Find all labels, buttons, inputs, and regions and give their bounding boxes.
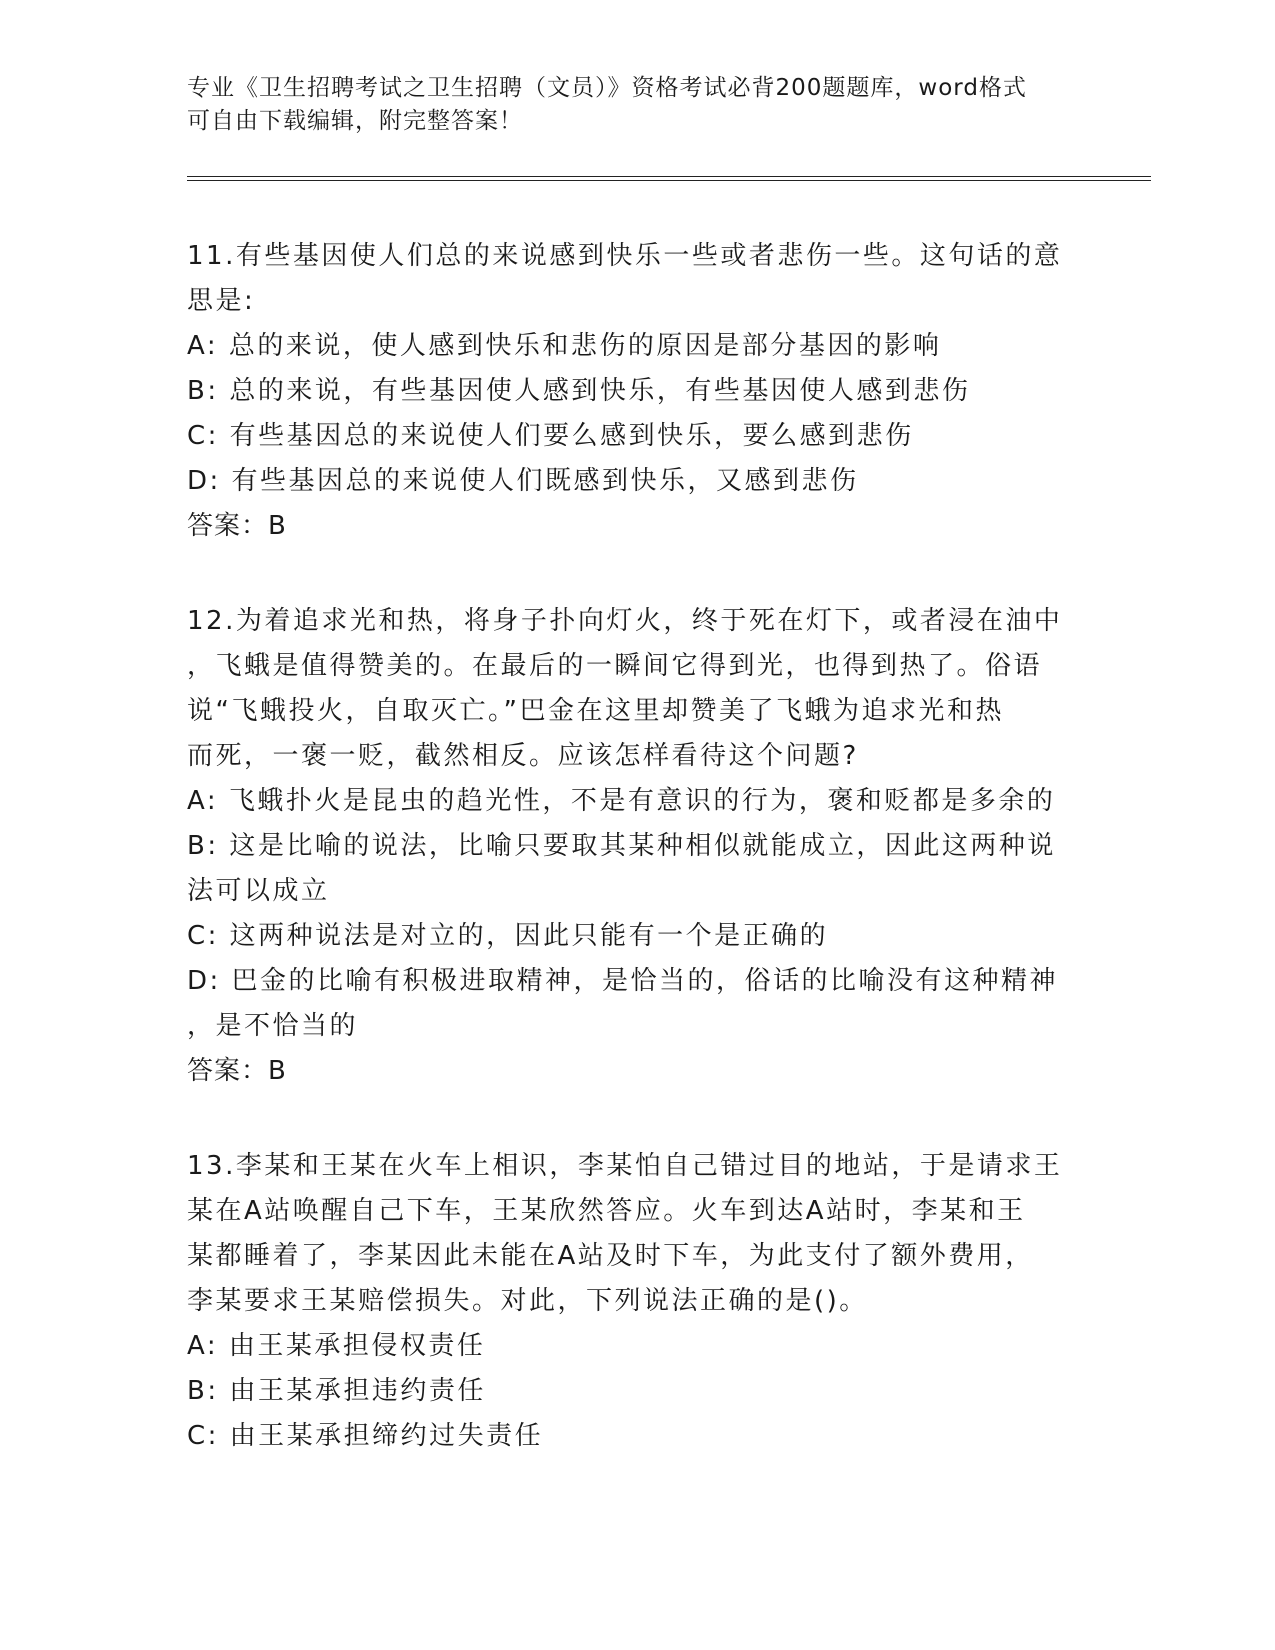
option-text-line: D: 巴金的比喻有积极进取精神，是恰当的，俗话的比喻没有这种精神 (187, 966, 1059, 996)
question-block (187, 234, 1067, 549)
header-divider (187, 176, 1151, 181)
option-text-line: A: 飞蛾扑火是昆虫的趋光性，不是有意识的行为，褒和贬都是多余的 (187, 786, 1056, 816)
question-stem-line: 思是: (187, 286, 256, 316)
option-text-line: B: 这是比喻的说法，比喻只要取其某种相似就能成立，因此这两种说 (187, 831, 1056, 861)
answer-option (187, 959, 1067, 1049)
answer-option (187, 369, 1067, 414)
question-stem-line: ，飞蛾是值得赞美的。在最后的一瞬间它得到光，也得到热了。俗语 (187, 651, 1043, 681)
answer-option (187, 779, 1067, 824)
question-block (187, 1144, 1067, 1459)
answer-option (187, 324, 1067, 369)
question-stem-line: 某在A站唤醒自己下车，王某欣然答应。火车到达A站时，李某和王 (187, 1196, 1026, 1226)
option-text-line: 法可以成立 (187, 876, 330, 906)
answer-option (187, 1324, 1067, 1369)
question-stem-line: 说“飞蛾投火，自取灭亡。”巴金在这里却赞美了飞蛾为追求光和热 (187, 696, 1004, 726)
option-text-line: A: 总的来说，使人感到快乐和悲伤的原因是部分基因的影响 (187, 331, 942, 361)
question-list (187, 234, 1067, 1509)
question-stem-line: 而死，一褒一贬，截然相反。应该怎样看待这个问题? (187, 741, 859, 771)
document-header (187, 72, 1067, 138)
question-stem-line: 李某要求王某赔偿损失。对此，下列说法正确的是()。 (187, 1286, 868, 1316)
option-text-line: D: 有些基因总的来说使人们既感到快乐，又感到悲伤 (187, 466, 859, 496)
option-text-line: C: 有些基因总的来说使人们要么感到快乐，要么感到悲伤 (187, 421, 914, 451)
answer-option (187, 824, 1067, 914)
header-line-2: 可自由下载编辑，附完整答案！ (187, 108, 523, 134)
answer-key: 答案：B (187, 1056, 287, 1086)
answer-option (187, 1414, 1067, 1459)
question-stem-line: 某都睡着了，李某因此未能在A站及时下车，为此支付了额外费用， (187, 1241, 1034, 1271)
option-text-line: B: 由王某承担违约责任 (187, 1376, 486, 1406)
question-block (187, 599, 1067, 1094)
option-text-line: ，是不恰当的 (187, 1011, 359, 1041)
answer-option (187, 414, 1067, 459)
question-stem-line: 12.为着追求光和热，将身子扑向灯火，终于死在灯下，或者浸在油中 (187, 606, 1063, 636)
option-text-line: C: 由王某承担缔约过失责任 (187, 1421, 544, 1451)
header-line-1: 专业《卫生招聘考试之卫生招聘（文员）》资格考试必背200题题库，word格式 (187, 75, 1027, 101)
answer-option (187, 914, 1067, 959)
question-stem-line: 13.李某和王某在火车上相识，李某怕自己错过目的地站，于是请求王 (187, 1151, 1063, 1181)
option-text-line: C: 这两种说法是对立的，因此只能有一个是正确的 (187, 921, 829, 951)
answer-option (187, 459, 1067, 504)
option-text-line: A: 由王某承担侵权责任 (187, 1331, 486, 1361)
answer-option (187, 1369, 1067, 1414)
question-stem-line: 11.有些基因使人们总的来说感到快乐一些或者悲伤一些。这句话的意 (187, 241, 1063, 271)
option-text-line: B: 总的来说，有些基因使人感到快乐，有些基因使人感到悲伤 (187, 376, 971, 406)
answer-key: 答案：B (187, 511, 287, 541)
